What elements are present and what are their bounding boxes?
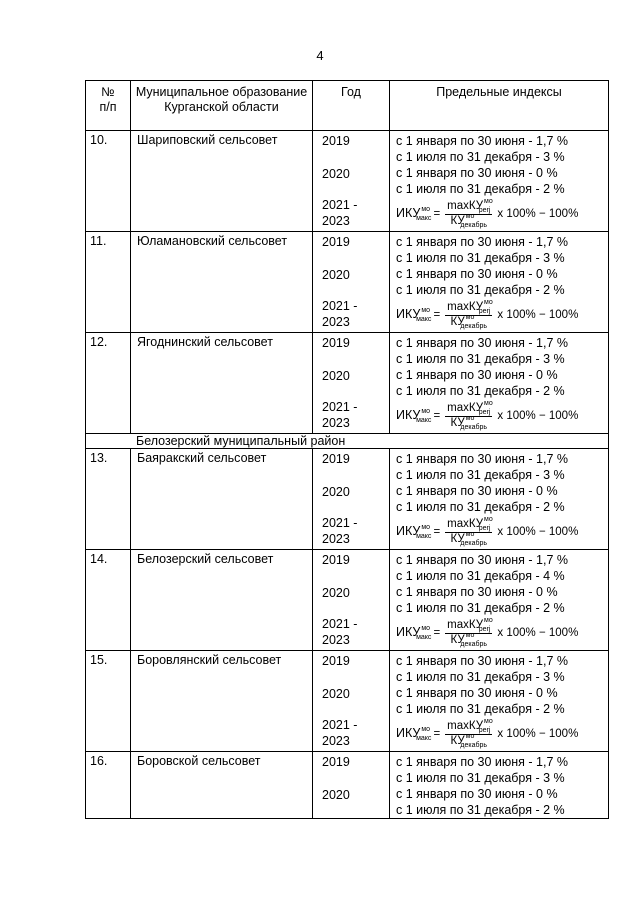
index-line: с 1 июля по 31 декабря - 2 %	[396, 702, 565, 716]
indices-cell	[390, 449, 609, 550]
index-line: с 1 июля по 31 декабря - 3 %	[396, 150, 565, 164]
index-line: с 1 января по 30 июня - 1,7 %	[396, 654, 568, 668]
municipality-name: Юламановский сельсовет	[131, 232, 313, 333]
formula-lhs: $ИКУ^{мо}_{макс}$	[396, 523, 432, 540]
index-line: с 1 января по 30 июня - 1,7 %	[396, 235, 568, 249]
table-header-row	[86, 81, 609, 131]
header-number: № п/п	[86, 81, 131, 131]
formula-lhs: $ИКУ^{мо}_{макс}$	[396, 407, 432, 424]
index-formula	[396, 298, 608, 332]
index-line: с 1 июля по 31 декабря - 3 %	[396, 251, 565, 265]
year-range: 2021 - 2023	[322, 617, 358, 647]
formula-tail: x 100% − 100%	[497, 208, 579, 220]
formula-equals: =	[433, 208, 441, 220]
municipality-name: Боровской сельсовет	[131, 752, 313, 819]
table-row	[86, 752, 609, 819]
page-number: 4	[316, 48, 324, 63]
table-row	[86, 449, 609, 550]
indices-cell	[390, 131, 609, 232]
row-number: 11.	[86, 232, 131, 333]
formula-fraction: $\frac{\max КУ^{мо}_{perj}}{КУ^{мо}_{декабрь}}$	[447, 515, 493, 547]
year-range: 2021 - 2023	[322, 516, 358, 546]
table-row	[86, 333, 609, 434]
municipality-name: Баяракский сельсовет	[131, 449, 313, 550]
index-line: с 1 января по 30 июня - 0 %	[396, 585, 558, 599]
year-2020: 2020	[322, 369, 350, 383]
formula-tail: x 100% − 100%	[497, 309, 579, 321]
indices-cell	[390, 651, 609, 752]
year-cell	[313, 651, 390, 752]
table-row	[86, 131, 609, 232]
row-number: 15.	[86, 651, 131, 752]
year-2019: 2019	[322, 755, 350, 769]
formula-fraction: $\frac{\max КУ^{мо}_{perj}}{КУ^{мо}_{декабрь}}$	[447, 616, 493, 648]
year-cell	[313, 550, 390, 651]
formula-tail: x 100% − 100%	[497, 627, 579, 639]
year-cell	[313, 752, 390, 819]
index-line: с 1 июля по 31 декабря - 2 %	[396, 500, 565, 514]
row-number: 12.	[86, 333, 131, 434]
index-formula	[396, 717, 608, 751]
municipality-name: Боровлянский сельсовет	[131, 651, 313, 752]
index-line: с 1 июля по 31 декабря - 2 %	[396, 182, 565, 196]
indices-cell	[390, 550, 609, 651]
index-line: с 1 января по 30 июня - 1,7 %	[396, 336, 568, 350]
header-indices: Предельные индексы	[390, 81, 609, 131]
year-2020: 2020	[322, 788, 350, 802]
year-range: 2021 - 2023	[322, 400, 358, 430]
formula-lhs: $ИКУ^{мо}_{макс}$	[396, 624, 432, 641]
year-range: 2021 - 2023	[322, 299, 358, 329]
year-2019: 2019	[322, 452, 350, 466]
region-label: Белозерский муниципальный район	[136, 434, 346, 448]
index-line: с 1 января по 30 июня - 0 %	[396, 166, 558, 180]
header-year: Год	[313, 81, 390, 131]
index-line: с 1 января по 30 июня - 0 %	[396, 787, 558, 801]
formula-lhs: $ИКУ^{мо}_{макс}$	[396, 306, 432, 323]
year-range: 2021 - 2023	[322, 718, 358, 748]
municipality-name: Шариповский сельсовет	[131, 131, 313, 232]
indices-cell	[390, 333, 609, 434]
year-2020: 2020	[322, 268, 350, 282]
formula-equals: =	[433, 728, 441, 740]
table-row	[86, 651, 609, 752]
municipality-name: Ягоднинский сельсовет	[131, 333, 313, 434]
year-cell	[313, 449, 390, 550]
formula-tail: x 100% − 100%	[497, 728, 579, 740]
table-row	[86, 550, 609, 651]
year-range: 2021 - 2023	[322, 198, 358, 228]
index-line: с 1 июля по 31 декабря - 2 %	[396, 283, 565, 297]
index-line: с 1 января по 30 июня - 0 %	[396, 686, 558, 700]
index-line: с 1 июля по 31 декабря - 3 %	[396, 352, 565, 366]
region-row	[86, 434, 609, 449]
formula-fraction: $\frac{\max КУ^{мо}_{perj}}{КУ^{мо}_{декабрь}}$	[447, 399, 493, 431]
table-row	[86, 232, 609, 333]
year-2019: 2019	[322, 235, 350, 249]
year-2020: 2020	[322, 586, 350, 600]
year-cell	[313, 232, 390, 333]
header-municipality: Муниципальное образование Курганской области	[131, 81, 313, 131]
year-2019: 2019	[322, 134, 350, 148]
formula-tail: x 100% − 100%	[497, 526, 579, 538]
indices-cell	[390, 752, 609, 819]
index-line: с 1 января по 30 июня - 1,7 %	[396, 452, 568, 466]
year-2020: 2020	[322, 687, 350, 701]
year-2019: 2019	[322, 654, 350, 668]
year-2020: 2020	[322, 485, 350, 499]
index-line: с 1 января по 30 июня - 1,7 %	[396, 553, 568, 567]
index-line: с 1 июля по 31 декабря - 3 %	[396, 670, 565, 684]
index-formula	[396, 197, 608, 231]
formula-lhs: $ИКУ^{мо}_{макс}$	[396, 205, 432, 222]
year-2019: 2019	[322, 336, 350, 350]
formula-lhs: $ИКУ^{мо}_{макс}$	[396, 725, 432, 742]
municipality-name: Белозерский сельсовет	[131, 550, 313, 651]
index-line: с 1 января по 30 июня - 0 %	[396, 267, 558, 281]
year-2020: 2020	[322, 167, 350, 181]
index-line: с 1 июля по 31 декабря - 2 %	[396, 803, 565, 817]
index-line: с 1 июля по 31 декабря - 2 %	[396, 601, 565, 615]
row-number: 16.	[86, 752, 131, 819]
year-cell	[313, 131, 390, 232]
row-number: 10.	[86, 131, 131, 232]
formula-equals: =	[433, 526, 441, 538]
formula-tail: x 100% − 100%	[497, 410, 579, 422]
index-formula	[396, 399, 608, 433]
indices-cell	[390, 232, 609, 333]
year-2019: 2019	[322, 553, 350, 567]
year-cell	[313, 333, 390, 434]
index-formula	[396, 616, 608, 650]
index-line: с 1 января по 30 июня - 0 %	[396, 368, 558, 382]
index-line: с 1 июля по 31 декабря - 2 %	[396, 384, 565, 398]
formula-equals: =	[433, 309, 441, 321]
index-line: с 1 января по 30 июня - 1,7 %	[396, 134, 568, 148]
formula-fraction: $\frac{\max КУ^{мо}_{perj}}{КУ^{мо}_{декабрь}}$	[447, 298, 493, 330]
index-line: с 1 июля по 31 декабря - 3 %	[396, 468, 565, 482]
formula-equals: =	[433, 627, 441, 639]
index-line: с 1 января по 30 июня - 0 %	[396, 484, 558, 498]
index-line: с 1 июля по 31 декабря - 4 %	[396, 569, 565, 583]
formula-equals: =	[433, 410, 441, 422]
index-line: с 1 июля по 31 декабря - 3 %	[396, 771, 565, 785]
formula-fraction: $\frac{\max КУ^{мо}_{perj}}{КУ^{мо}_{декабрь}}$	[447, 197, 493, 229]
formula-fraction: $\frac{\max КУ^{мо}_{perj}}{КУ^{мо}_{декабрь}}$	[447, 717, 493, 749]
index-formula	[396, 515, 608, 549]
row-number: 14.	[86, 550, 131, 651]
row-number: 13.	[86, 449, 131, 550]
index-line: с 1 января по 30 июня - 1,7 %	[396, 755, 568, 769]
indices-table	[85, 80, 609, 819]
